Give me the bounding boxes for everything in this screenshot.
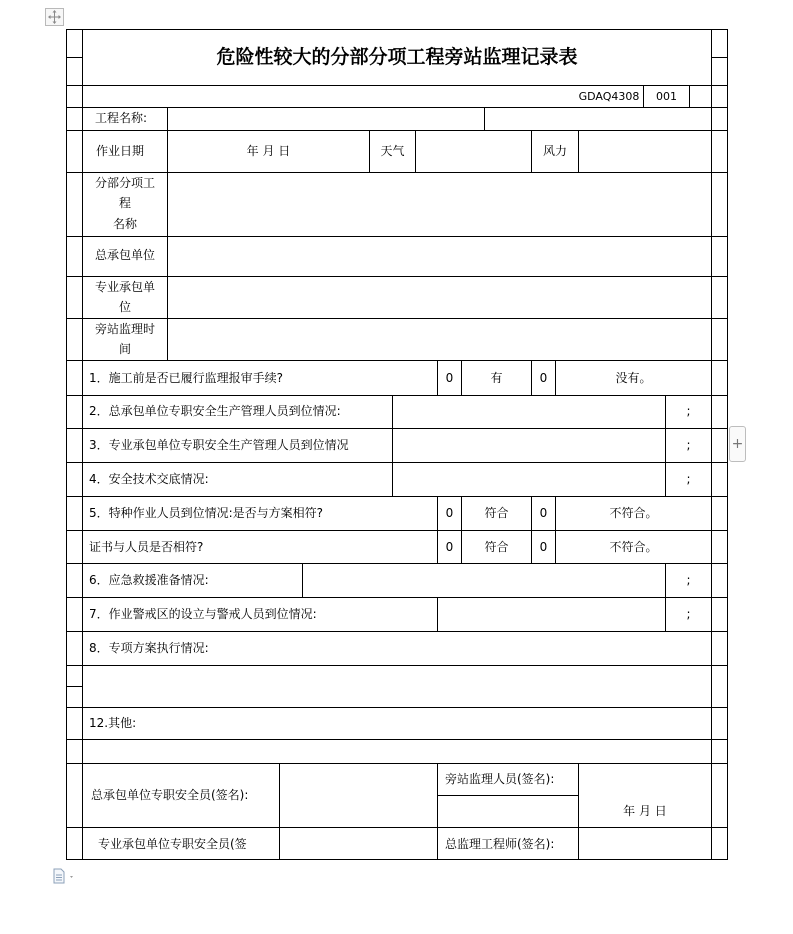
work-date-value: 年 月 日 [246, 144, 291, 158]
project-name-label: 工程名称: [95, 111, 148, 125]
supervision-time-label-line1: 旁站监理时 [94, 322, 155, 336]
checkbox-no[interactable]: 0 [539, 371, 548, 385]
gc-safety-officer-label: 总承包单位专职安全员(签名): [91, 788, 249, 802]
check-item-12: 12.其他: [89, 716, 137, 730]
check-item-8: 8．专项方案执行情况: [89, 641, 209, 655]
check-item-7: 7．作业警戒区的设立与警戒人员到位情况: [89, 607, 317, 621]
document-icon [53, 868, 79, 884]
form-code: GDAQ4308 [578, 90, 640, 103]
weather-label: 天气 [380, 144, 405, 158]
work-date-label: 作业日期 [96, 144, 145, 158]
option-mismatch: 不符合。 [609, 506, 658, 520]
option-no: 没有。 [615, 371, 652, 385]
check-item-6-end: ; [686, 573, 691, 587]
form-title: 危险性较大的分部分项工程旁站监理记录表 [216, 46, 578, 68]
check-item-1: 1．施工前是否已履行监理报审手续? [89, 371, 284, 385]
special-contractor-label-line2: 位 [118, 300, 131, 314]
check-item-3-end: ; [686, 438, 691, 452]
checkbox-cert-match[interactable]: 0 [445, 540, 454, 554]
move-cross-icon [46, 9, 63, 25]
table-move-handle[interactable] [45, 8, 64, 26]
chief-supervisor-label: 总监理工程师(签名): [445, 837, 555, 851]
checkbox-match[interactable]: 0 [445, 506, 454, 520]
option-cert-match: 符合 [484, 540, 509, 554]
paste-options-button[interactable] [53, 868, 79, 888]
checkbox-yes[interactable]: 0 [445, 371, 454, 385]
checkbox-mismatch[interactable]: 0 [539, 506, 548, 520]
check-item-6: 6．应急救援准备情况: [89, 573, 209, 587]
form-number: 001 [656, 90, 677, 103]
subproject-label-line1: 分部分项工 [94, 176, 155, 190]
check-item-5: 5．特种作业人员到位情况:是否与方案相符? [89, 506, 324, 520]
check-item-7-end: ; [686, 607, 691, 621]
check-item-5b: 证书与人员是否相符? [89, 540, 204, 554]
option-cert-mismatch: 不符合。 [609, 540, 658, 554]
plus-icon: + [731, 436, 744, 452]
add-row-button[interactable] [729, 426, 746, 462]
check-item-2-end: ; [686, 404, 691, 418]
onsite-supervisor-label: 旁站监理人员(签名): [445, 772, 555, 786]
option-match: 符合 [484, 506, 509, 520]
check-item-4-end: ; [686, 472, 691, 486]
check-item-3: 3．专业承包单位专职安全生产管理人员到位情况 [89, 438, 349, 452]
checkbox-cert-mismatch[interactable]: 0 [539, 540, 548, 554]
special-contractor-label-line1: 专业承包单 [94, 280, 155, 294]
check-item-4: 4．安全技术交底情况: [89, 472, 209, 486]
supervision-time-label-line2: 间 [118, 342, 131, 356]
wind-label: 风力 [542, 144, 567, 158]
option-yes: 有 [490, 371, 503, 385]
general-contractor-label: 总承包单位 [94, 248, 155, 262]
subproject-label-line2: 程 [118, 196, 131, 210]
subproject-label-line3: 名称 [112, 217, 137, 231]
check-item-2: 2．总承包单位专职安全生产管理人员到位情况: [89, 404, 341, 418]
signature-date: 年 月 日 [623, 804, 667, 818]
sc-safety-officer-label: 专业承包单位专职安全员(签 [98, 837, 247, 851]
